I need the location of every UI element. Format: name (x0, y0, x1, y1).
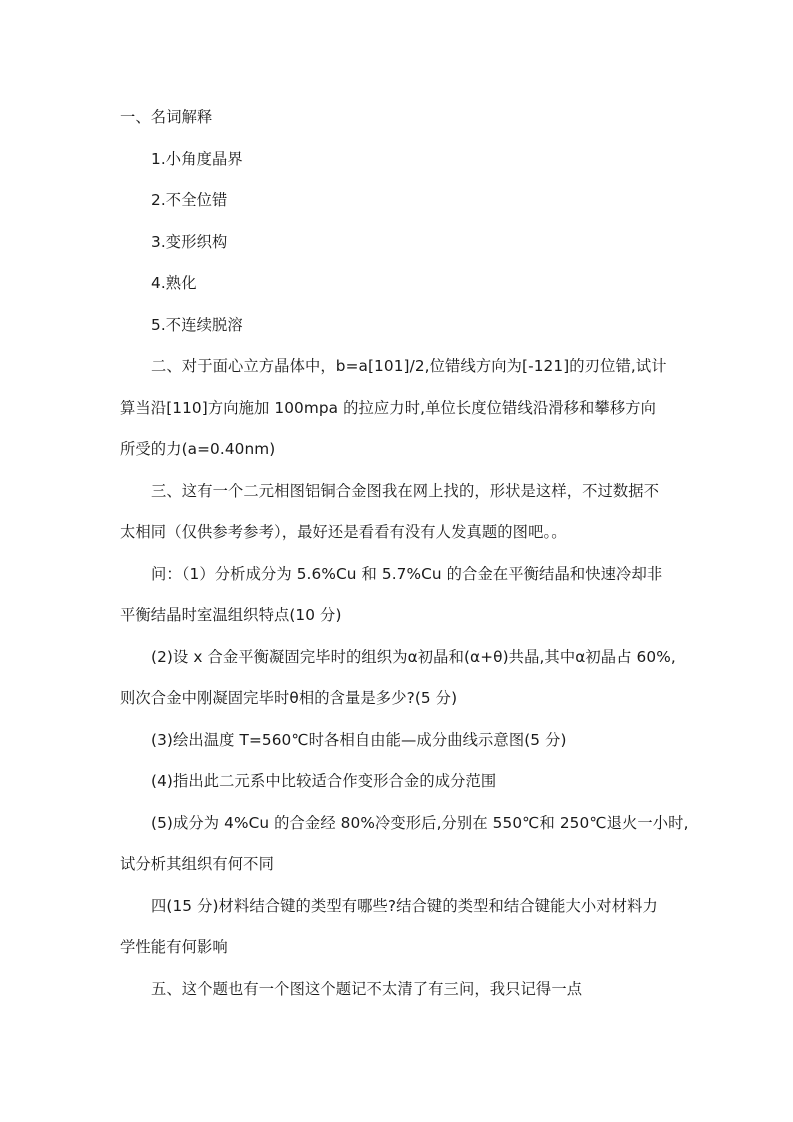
question-1-line: 问：（1）分析成分为 5.6%Cu 和 5.7%Cu 的合金在平衡结晶和快速冷却非 (151, 565, 663, 583)
section-4-line: 学性能有何影响 (120, 938, 228, 956)
term-item: 1.小角度晶界 (151, 150, 243, 168)
term-item: 4.熟化 (151, 274, 197, 292)
section-2-line: 算当沿[110]方向施加 100mpa 的拉应力时,单位长度位错线沿滑移和攀移方向 (120, 399, 657, 417)
question-1-line: 平衡结晶时室温组织特点(10 分) (120, 606, 342, 624)
term-item: 3.变形织构 (151, 233, 228, 251)
section-1-heading: 一、名词解释 (120, 108, 213, 126)
section-4-line: 四(15 分)材料结合键的类型有哪些?结合键的类型和结合键能大小对材料力 (151, 897, 658, 915)
section-5-line: 五、这个题也有一个图这个题记不太清了有三问，我只记得一点 (151, 980, 583, 998)
section-3-intro-line: 太相同（仅供参考参考），最好还是看看有没有人发真题的图吧。。 (120, 523, 567, 541)
question-2-line: (2)设 x 合金平衡凝固完毕时的组织为α初晶和(α+θ)共晶,其中α初晶占 60%, (151, 648, 676, 666)
section-2-line: 所受的力(a=0.40nm) (120, 440, 276, 458)
section-3-intro-line: 三、这有一个二元相图铝铜合金图我在网上找的，形状是这样，不过数据不 (151, 482, 660, 500)
question-2-line: 则次合金中刚凝固完毕时θ相的含量是多少?(5 分) (120, 689, 458, 707)
term-item: 5.不连续脱溶 (151, 316, 243, 334)
question-5-line: 试分析其组织有何不同 (120, 855, 274, 873)
section-2-line: 二、对于面心立方晶体中，b=a[101]/2,位错线方向为[-121]的刃位错,试计 (151, 357, 667, 375)
question-5-line: (5)成分为 4%Cu 的合金经 80%冷变形后,分别在 550℃和 250℃退火一小时, (151, 814, 689, 832)
term-item: 2.不全位错 (151, 191, 228, 209)
question-4-line: (4)指出此二元系中比较适合作变形合金的成分范围 (151, 772, 497, 790)
question-3-line: (3)绘出温度 T=560℃时各相自由能—成分曲线示意图(5 分) (151, 731, 567, 749)
